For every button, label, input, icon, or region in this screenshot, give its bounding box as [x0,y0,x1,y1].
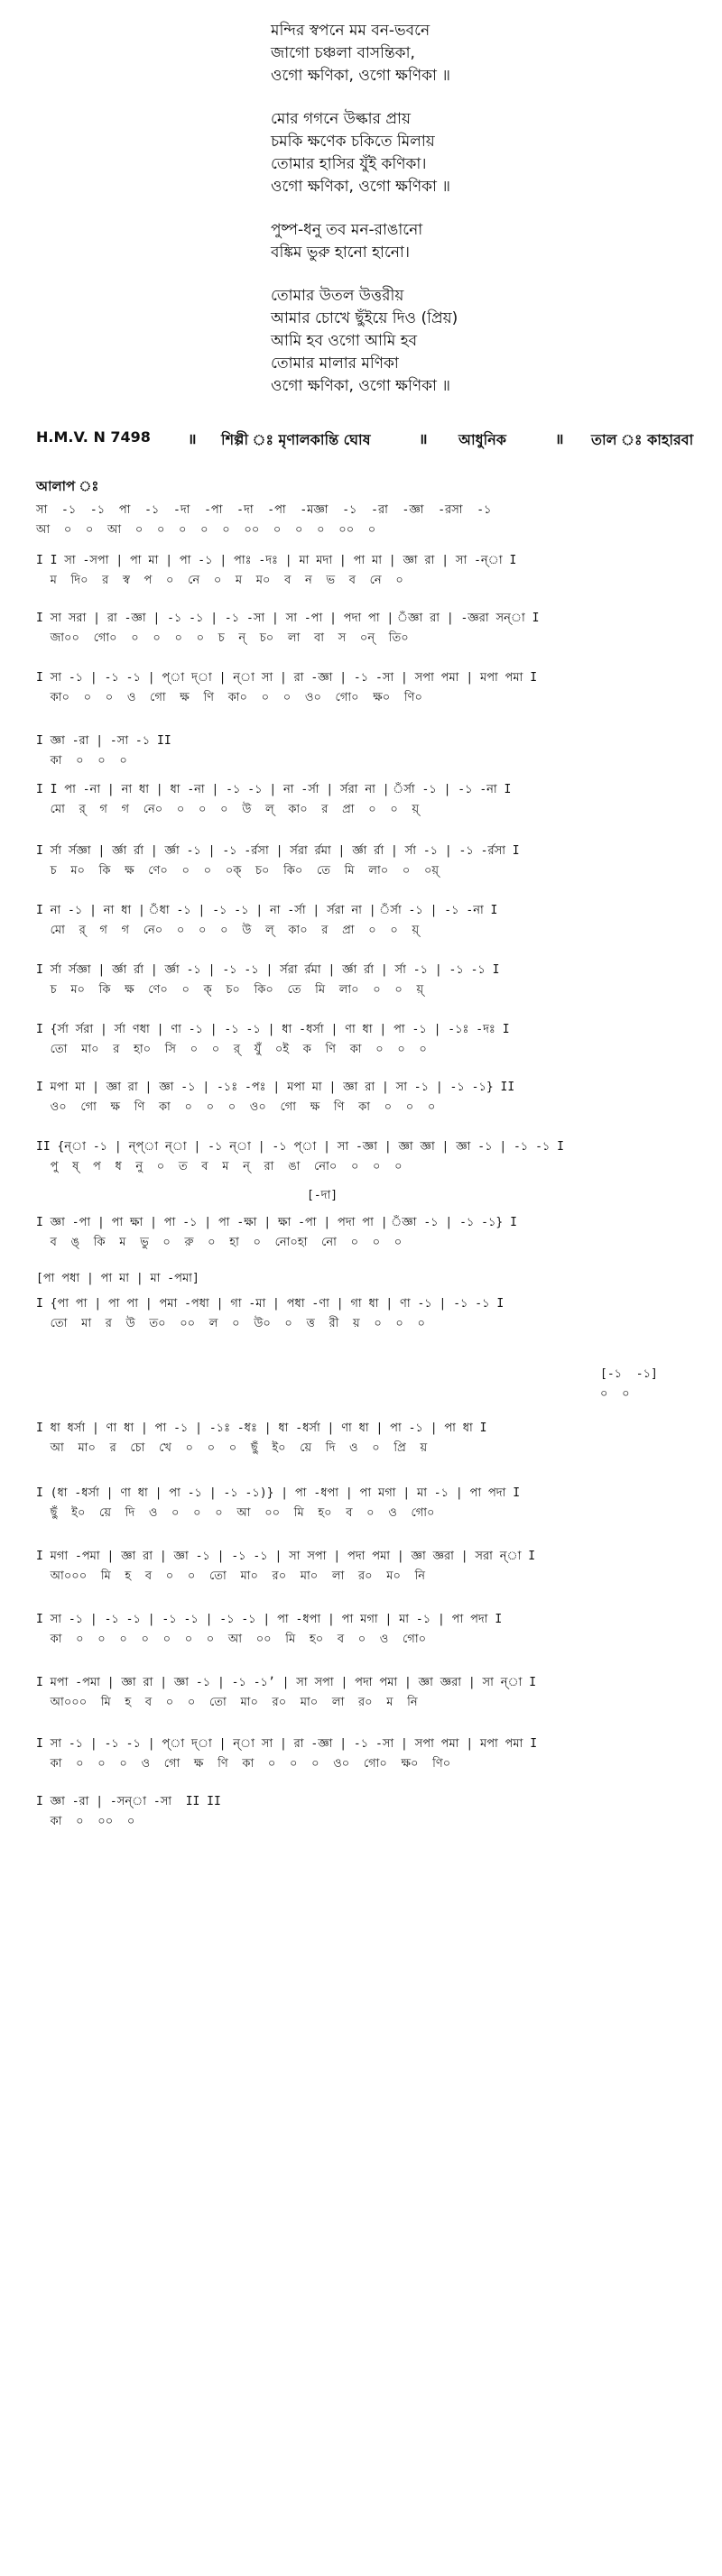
lyrics-stanza [271,20,686,87]
lyric-line: মোর গগনে উল্কার প্রায় [271,110,411,128]
lyric-syllable-row: জা০০ গো০ ০ ০ ০ ০ চ ন্‌ চ০ লা বা স ০ন্‌ তি০ [36,631,409,645]
alap-label: আলাপ ঃ [36,478,99,494]
swara-row: I I পা -না | না ধা | ধা -না | -১ -১ | না -র্সা | র্সরা না | ঁর্সা -১ | -১ -না I [36,783,512,796]
notation-block [36,1547,704,1587]
notation-block [36,961,704,1000]
lyric-syllable-row: কা ০ ০ ০ ও গো ক্ষ ণি কা ০ ০ ০ ও০ গো০ ক্ষ০ ণি০ [36,1757,451,1771]
lyric-syllable-row: কা ০ ০ ০ ০ ০ ০ ০ আ ০০ মি হ০ ব ০ ও গো০ [36,1633,427,1646]
notation-block [36,1213,704,1253]
notation-block [36,780,704,820]
lyric-line: ওগো ক্ষণিকা, ওগো ক্ষণিকা ॥ [271,377,450,395]
notation-block [36,1020,704,1060]
notation-block [36,1078,704,1118]
lyric-line: ওগো ক্ষণিকা, ওগো ক্ষণিকা ॥ [271,67,450,85]
lyric-syllable-row: ০ ০ [600,1387,630,1401]
swara-row: I জ্ঞা -রা | -সা -১ II [36,734,171,748]
swara-row: I মপা -পমা | জ্ঞা রা | জ্ঞা -১ | -১ -১ʼ | সা সপা | পদা পমা | জ্ঞা জ্ঞরা | সা ন্‌া I [36,1676,537,1689]
swara-row: [-১ -১] [600,1367,658,1381]
lyric-syllable-row: ব ঙ্‌ কি ম ভু ০ রু ০ হা ০ নো০হা নো ০ ০ ০ [36,1236,403,1249]
lyric-syllable-row: মো র্‌ গ গ নে০ ০ ০ ০ উ ল্‌ কা০ র প্রা ০ ০ য়্‌ [50,924,420,937]
swara-row: I সা -১ | -১ -১ | -১ -১ | -১ -১ | পা -ধপা | পা মগা | মা -১ | পা পদা I [36,1613,503,1626]
genre: আধুনিক [458,431,506,448]
record-number: H.M.V. N 7498 [36,428,151,446]
separator: ॥ [188,430,197,447]
notation-block [36,1610,704,1650]
lyric-syllable-row: পু ষ্‌ প ধ নু ০ ত ব ম ন্‌ রা ঙা নো০ ০ ০ ০ [36,1160,403,1173]
swara-row: I সা -১ | -১ -১ | প্‌া দ্‌া | ন্‌া সা | রা -জ্ঞা | -১ -সা | সপা পমা | মপা পমা I [36,671,538,685]
lyric-line: ওগো ক্ষণিকা, ওগো ক্ষণিকা ॥ [271,178,450,196]
lyrics-stanza [271,108,686,198]
swara-row: I র্সা র্সজ্ঞা | র্জ্ঞা র্রা | র্জ্ঞা -১ | -১ -১ | র্সরা র্রমা | র্জ্ঞা র্রা | র্সা -১ | -১ -১ I [36,963,500,977]
swara-row: I সা সরা | রা -জ্ঞা | -১ -১ | -১ -সা | সা -পা | পদা পা | ঁজ্ঞা রা | -জ্ঞরা সন্‌া I [36,612,540,625]
lyric-line: আমি হব ওগো আমি হব [271,332,418,350]
lyric-line: তোমার উতল উত্তরীয় [271,287,404,305]
notation-block [36,842,704,881]
lyric-syllable-row: মো র্‌ গ গ নে০ ০ ০ ০ উ ল্‌ কা০ র প্রা ০ ০ য়্‌ [50,803,420,816]
notation-block [307,1186,722,1206]
notation-block [36,1294,704,1334]
notation-block [36,551,704,591]
lyric-syllable-row: ও০ গো ক্ষ ণি কা ০ ০ ০ ও০ গো ক্ষ ণি কা ০ ০ ০ [36,1100,436,1114]
swara-row: I মগা -পমা | জ্ঞা রা | জ্ঞা -১ | -১ -১ | সা সপা | পদা পমা | জ্ঞা জ্ঞরা | সরা ন্‌া I [36,1550,536,1563]
lyrics [271,20,686,419]
swara-row: I জ্ঞা -রা | -সন্‌া -সা II II [36,1795,221,1808]
swara-row: I জ্ঞা -পা | পা ক্ষা | পা -১ | পা -ক্ষা | ক্ষা -পা | পদা পা | ঁজ্ঞা -১ | -১ -১} I [36,1216,517,1229]
notation-block [36,668,704,708]
notation-block [36,731,704,771]
swara-row: [-দা] [307,1189,338,1202]
lyric-line: তোমার হাসির যুঁই কণিকা। [271,155,427,173]
lyric-line: বঙ্কিম ভুরু হানো হানো। [271,244,410,262]
tala: তাল ঃ কাহারবা [591,431,694,448]
swara-row: I সা -১ | -১ -১ | প্‌া দ্‌া | ন্‌া সা | রা -জ্ঞা | -১ -সা | সপা পমা | মপা পমা I [36,1737,538,1751]
notation-block [36,1484,704,1523]
lyric-syllable-row: তো মা র উ ত০ ০০ ল ০ উ০ ০ ত্ত রী য় ০ ০ ০ [36,1317,425,1330]
lyric-syllable-row: তো মা০ র হা০ সি ০ ০ র্‌ যুঁ ০ই ক ণি কা ০ ০ ০ [36,1043,427,1056]
swara-row: II {ন্‌া -১ | ন্‌প্‌া ন্‌া | -১ ন্‌া | -১ প্‌া | সা -জ্ঞা | জ্ঞা জ্ঞা | জ্ঞা -১ | -১ -১ I [36,1140,564,1154]
swara-row: [পা পধা | পা মা | মা -পমা] [36,1272,199,1285]
lyric-line: জাগো চঞ্চলা বাসন্তিকা, [271,44,415,62]
artist-name: শিল্পী ঃ মৃণালকান্তি ঘোষ [221,431,371,448]
lyrics-stanza [271,219,686,264]
lyric-line: তোমার মালার মণিকা [271,354,399,373]
notation-block [36,1734,704,1774]
notation-block [36,1137,704,1177]
swara-row: I I সা -সপা | পা মা | পা -১ | পাঃ -দঃ | মা মদা | পা মা | জ্ঞা রা | সা -ন্‌া I [36,554,517,567]
lyric-syllable-row: চ ম০ কি ক্ষ ণে০ ০ ক্‌ চ০ কি০ তে মি লা০ ০ ০ য়্‌ [50,983,424,997]
swara-row: I {পা পা | পা পা | পমা -পধা | গা -মা | পধা -ণা | গা ধা | ণা -১ | -১ -১ I [36,1297,504,1311]
lyric-syllable-row: ম দি০ র স্ব প ০ নে ০ ম ম০ ব ন ভ ব নে ০ [36,574,403,587]
swara-row: সা -১ -১ পা -১ -দা -পা -দা -পা -মজ্ঞা -১ -রা -জ্ঞা -রসা -১ [36,503,492,517]
lyric-syllable-row: আ ০ ০ আ ০ ০ ০ ০ ০ ০০ ০ ০ ০ ০০ ০ [36,523,376,537]
separator: ॥ [555,430,564,447]
notation-block [36,501,704,540]
lyric-syllable-row: কা ০ ০০ ০ [36,1815,135,1828]
swara-row: I র্সা র্সজ্ঞা | র্জ্ঞা র্রা | র্জ্ঞা -১ | -১ -র্রসা | র্সরা র্রমা | র্জ্ঞা র্রা | র্সা -১ | -১ -র্রসা I [36,844,520,858]
swara-row: I মপা মা | জ্ঞা রা | জ্ঞা -১ | -১ঃ -পঃ | মপা মা | জ্ঞা রা | সা -১ | -১ -১} II [36,1081,515,1094]
separator: ॥ [419,430,428,447]
lyric-syllable-row: চ ম০ কি ক্ষ ণে০ ০ ০ ০ক্‌ চ০ কি০ তে মি লা০ ০ ০য়্‌ [50,864,440,878]
lyric-syllable-row: আ০০০ মি হ ব ০ ০ তো মা০ র০ মা০ লা র০ ম নি [36,1696,418,1709]
notation-block [36,901,704,941]
lyric-line: চমকি ক্ষণেক চকিতে মিলায় [271,133,435,151]
lyric-syllable-row: আ০০০ মি হ ব ০ ০ তো মা০ র০ মা০ লা র০ ম০ নি [36,1569,426,1583]
notation-block [36,1792,704,1832]
lyric-line: পুষ্প-ধনু তব মন-রাঙানো [271,221,423,239]
notation-block [600,1365,722,1404]
notation-block [36,1673,704,1713]
notation-block [36,1419,704,1458]
lyric-syllable-row: কা০ ০ ০ ও গো ক্ষ ণি কা০ ০ ০ ও০ গো০ ক্ষ০ ণি০ [36,691,422,704]
swara-row: I (ধা -ধর্সা | ণা ধা | পা -১ | -১ -১)} | পা -ধপা | পা মগা | মা -১ | পা পদা I [36,1486,521,1500]
notation-block [36,1269,704,1289]
lyric-syllable-row: আ মা০ র চো খে ০ ০ ০ ছুঁ ই০ য়ে দি ও ০ প্রি য় [36,1441,428,1455]
lyric-line: আমার চোখে ছুঁইয়ে দিও (প্রিয়) [271,309,458,327]
lyric-syllable-row: ছুঁ ই০ য়ে দি ও ০ ০ ০ আ ০০ মি হ০ ব ০ ও গো০ [36,1506,435,1520]
swara-row: I ধা ধর্সা | ণা ধা | পা -১ | -১ঃ -ধঃ | ধা -ধর্সা | ণা ধা | পা -১ | পা ধা I [36,1421,487,1435]
notation-block [36,609,704,649]
lyrics-stanza [271,285,686,398]
lyric-line: মন্দির স্বপনে মম বন-ভবনে [271,22,430,40]
swara-row: I {র্সা র্সরা | র্সা ণধা | ণা -১ | -১ -১ | ধা -ধর্সা | ণা ধা | পা -১ | -১ঃ -দঃ I [36,1023,510,1036]
lyric-syllable-row: কা ০ ০ ০ [36,754,127,768]
swara-row: I না -১ | না ধা | ঁধা -১ | -১ -১ | না -র্সা | র্সরা না | ঁর্সা -১ | -১ -না I [36,904,498,917]
